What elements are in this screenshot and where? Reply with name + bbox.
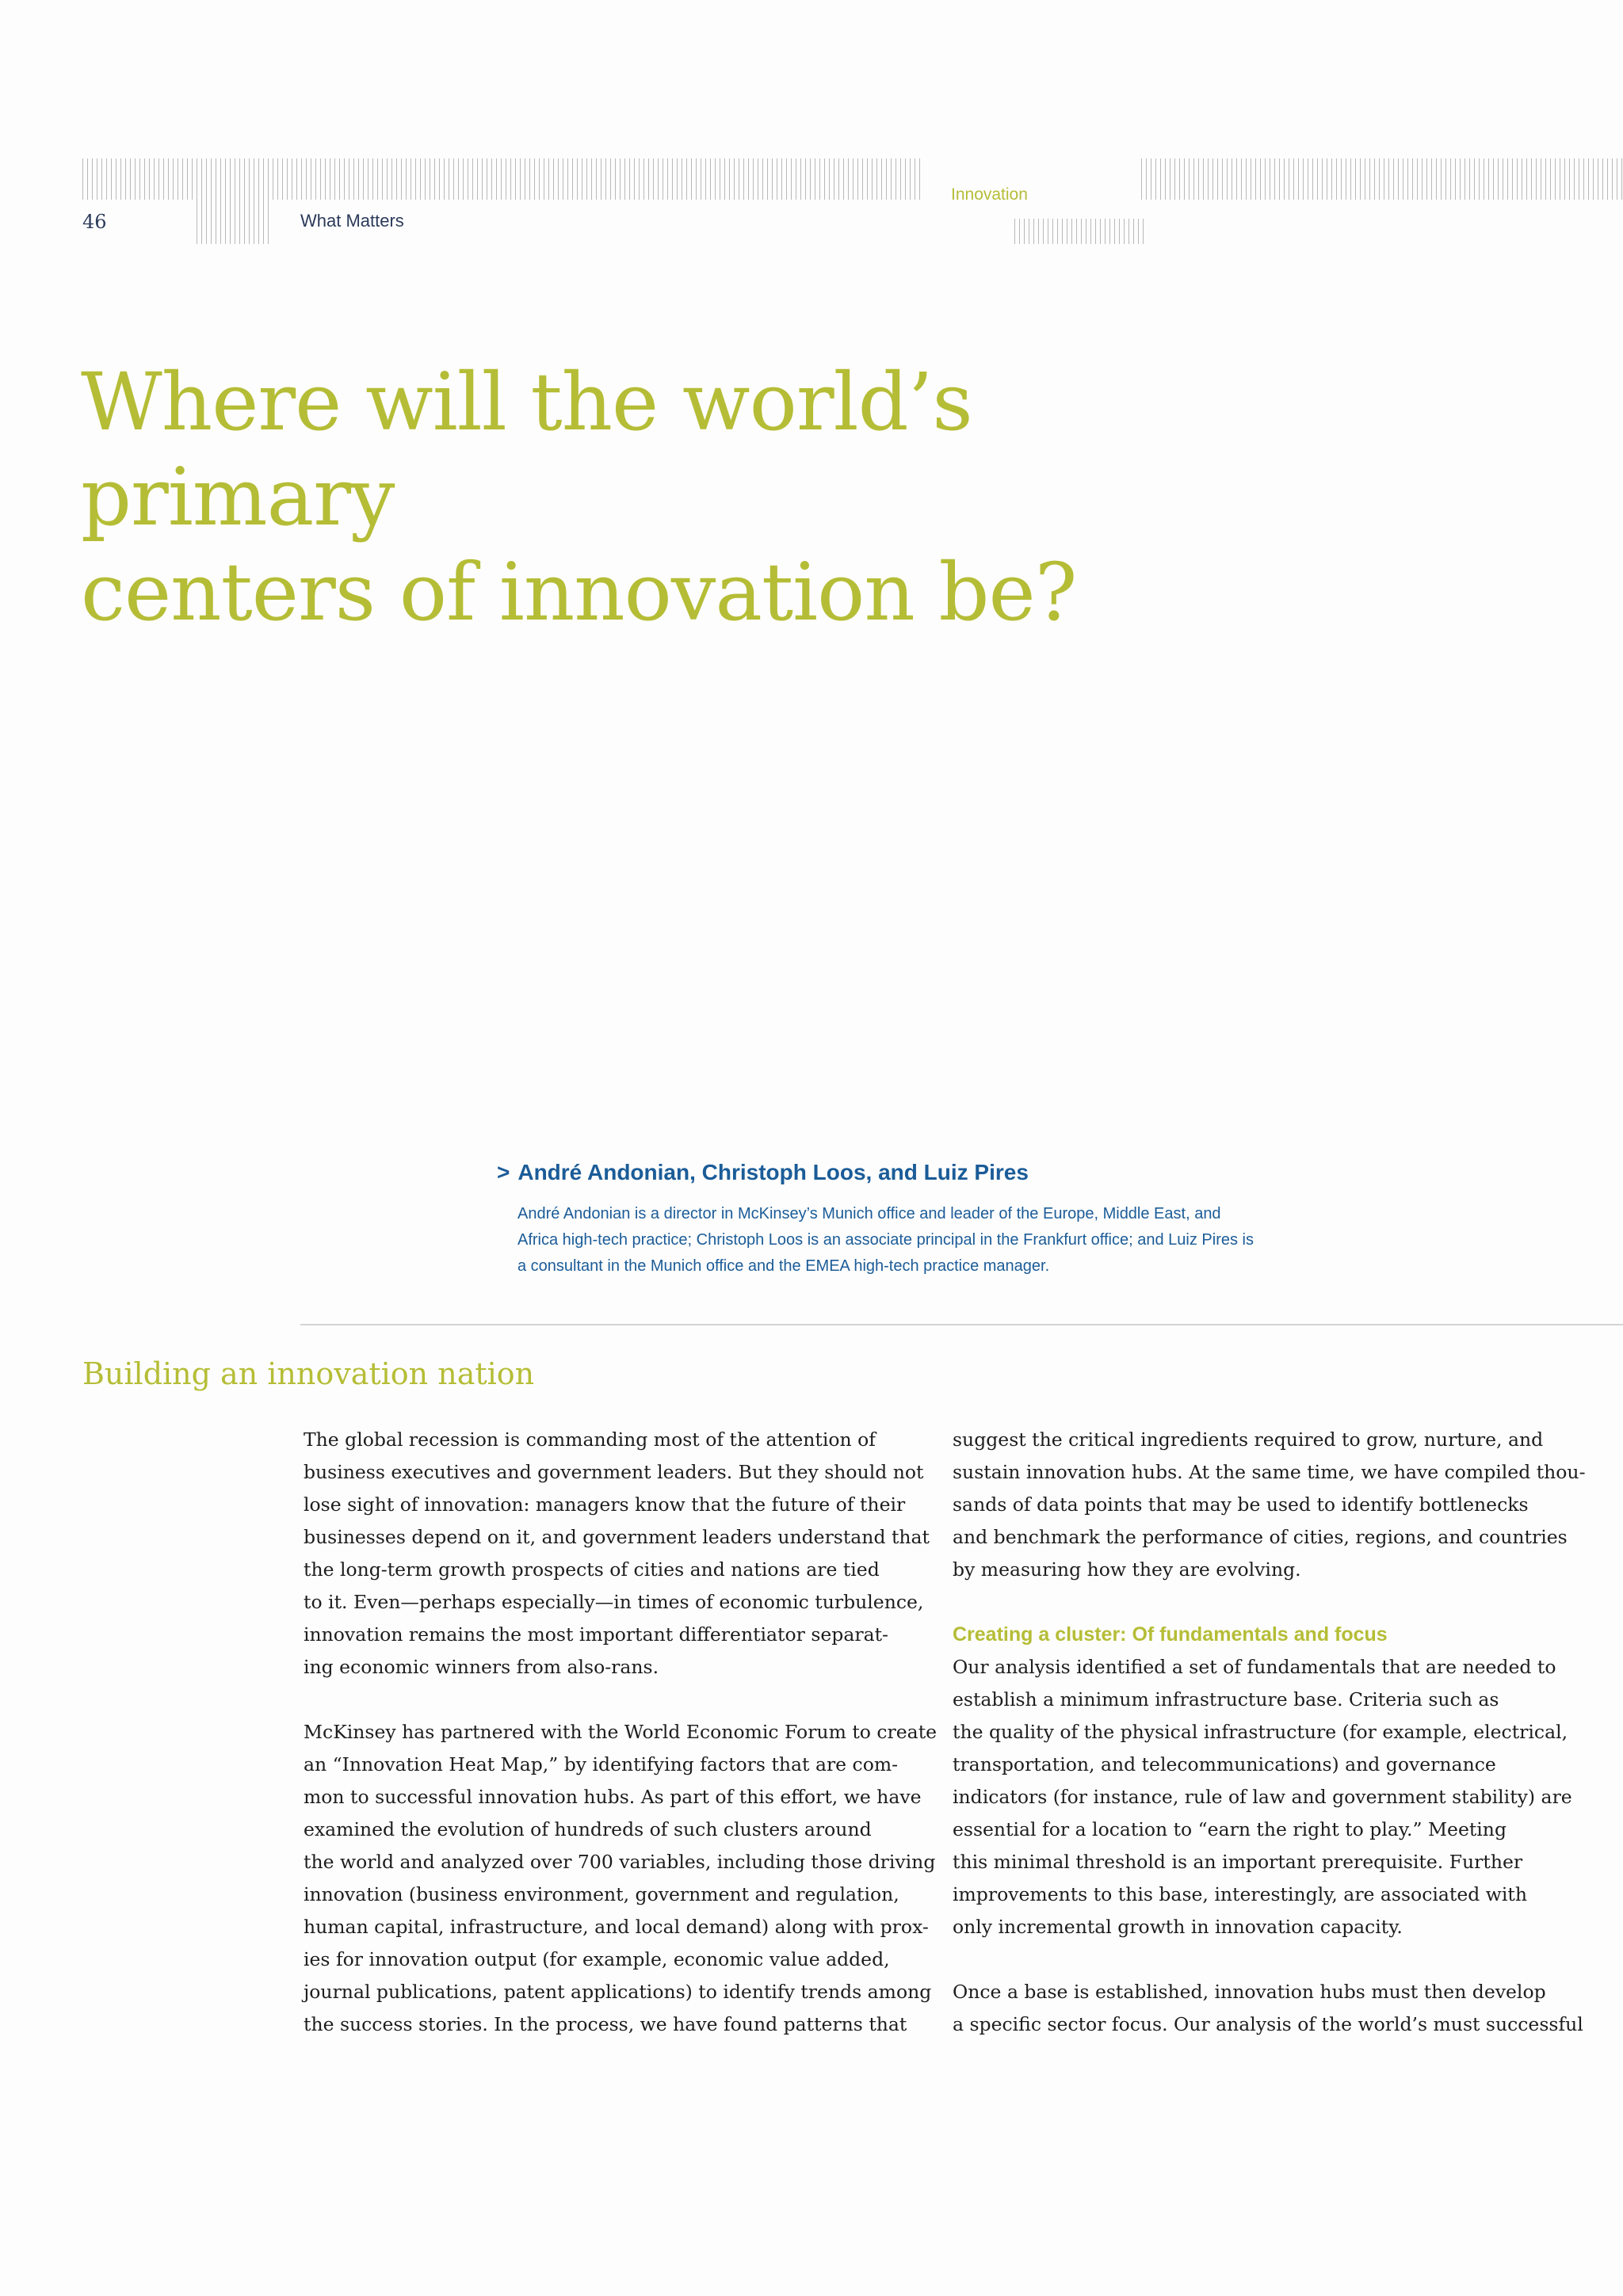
authors: André Andonian, Christoph Loos, and Luiz Pires — [517, 1160, 1029, 1184]
body-line: indicators (for instance, rule of law and government stability) are — [953, 1786, 1572, 1808]
body-line: suggest the critical ingredients required to grow, nurture, and — [953, 1428, 1544, 1451]
section-name: What Matters — [300, 211, 404, 231]
body-line: examined the evolution of hundreds of such clusters around — [304, 1818, 872, 1840]
author-bio-line: Africa high-tech practice; Christoph Loos is an associate principal in the Frankfurt office; and Luiz Pires is — [517, 1231, 1254, 1249]
body-line: this minimal threshold is an important prerequisite. Further — [953, 1851, 1523, 1873]
body-line: Once a base is established, innovation hubs must then develop — [953, 1981, 1546, 2003]
header-stripes-right-low — [1014, 219, 1146, 244]
topic-label: Innovation — [951, 185, 1028, 204]
body-line: ies for innovation output (for example, economic value added, — [304, 1948, 890, 1970]
body-line: journal publications, patent applications) to identify trends among — [304, 1981, 932, 2003]
body-column-right — [953, 1424, 1587, 2041]
body-line: The global recession is commanding most of the attention of — [304, 1428, 876, 1451]
byline — [497, 1160, 1029, 1185]
paragraph-gap — [953, 1586, 1587, 1619]
author-bio-line: André Andonian is a director in McKinsey’s Munich office and leader of the Europe, Middle East, and — [517, 1205, 1221, 1222]
article-title — [81, 355, 1270, 640]
body-line: sustain innovation hubs. At the same time, we have compiled thou- — [953, 1461, 1586, 1483]
header-stripes-left — [82, 158, 922, 200]
article-title-line: centers of innovation be? — [81, 546, 1077, 639]
body-line: sands of data points that may be used to identify bottlenecks — [953, 1493, 1529, 1516]
article-title-line: Where will the world’s primary — [81, 356, 972, 543]
body-line: the success stories. In the process, we have found patterns that — [304, 2013, 907, 2035]
body-line: human capital, infrastructure, and local demand) along with prox- — [304, 1916, 929, 1938]
body-line: ing economic winners from also-rans. — [304, 1656, 659, 1678]
body-line: mon to successful innovation hubs. As part of this effort, we have — [304, 1786, 922, 1808]
paragraph-gap — [304, 1684, 938, 1716]
subheading: Creating a cluster: Of fundamentals and focus — [953, 1623, 1388, 1646]
body-line: business executives and government leaders. But they should not — [304, 1461, 924, 1483]
body-column-left — [304, 1424, 938, 2041]
page-number: 46 — [82, 211, 107, 233]
body-line: an “Innovation Heat Map,” by identifying factors that are com- — [304, 1753, 899, 1775]
body-line: improvements to this base, interestingly, are associated with — [953, 1883, 1527, 1905]
paragraph-gap — [953, 1943, 1587, 1976]
body-line: McKinsey has partnered with the World Economic Forum to create — [304, 1721, 938, 1743]
body-line: Our analysis identified a set of fundamentals that are needed to — [953, 1656, 1556, 1678]
section-heading: Building an innovation nation — [82, 1356, 535, 1391]
body-line: innovation remains the most important differentiator separat- — [304, 1623, 888, 1646]
body-line: a specific sector focus. Our analysis of the world’s must successful — [953, 2013, 1583, 2035]
body-line: and benchmark the performance of cities, regions, and countries — [953, 1526, 1568, 1548]
body-line: only incremental growth in innovation capacity. — [953, 1916, 1403, 1938]
body-line: businesses depend on it, and government leaders understand that — [304, 1526, 930, 1548]
author-bio — [517, 1201, 1358, 1280]
author-bio-line: a consultant in the Munich office and the EMEA high-tech practice manager. — [517, 1257, 1050, 1275]
body-line: the world and analyzed over 700 variables, including those driving — [304, 1851, 936, 1873]
body-line: establish a minimum infrastructure base. Criteria such as — [953, 1688, 1499, 1711]
body-line: by measuring how they are evolving. — [953, 1558, 1301, 1581]
divider — [300, 1324, 1623, 1325]
body-line: the long-term growth prospects of cities and nations are tied — [304, 1558, 880, 1581]
body-line: the quality of the physical infrastructure (for example, electrical, — [953, 1721, 1568, 1743]
byline-arrow: > — [497, 1160, 510, 1184]
body-line: lose sight of innovation: managers know that the future of their — [304, 1493, 906, 1516]
header-stripes-right — [1141, 158, 1623, 200]
header-stripes-mid — [197, 200, 269, 244]
body-line: to it. Even—perhaps especially—in times of economic turbulence, — [304, 1591, 924, 1613]
body-line: essential for a location to “earn the right to play.” Meeting — [953, 1818, 1507, 1840]
body-line: transportation, and telecommunications) and governance — [953, 1753, 1496, 1775]
body-line: innovation (business environment, government and regulation, — [304, 1883, 899, 1905]
